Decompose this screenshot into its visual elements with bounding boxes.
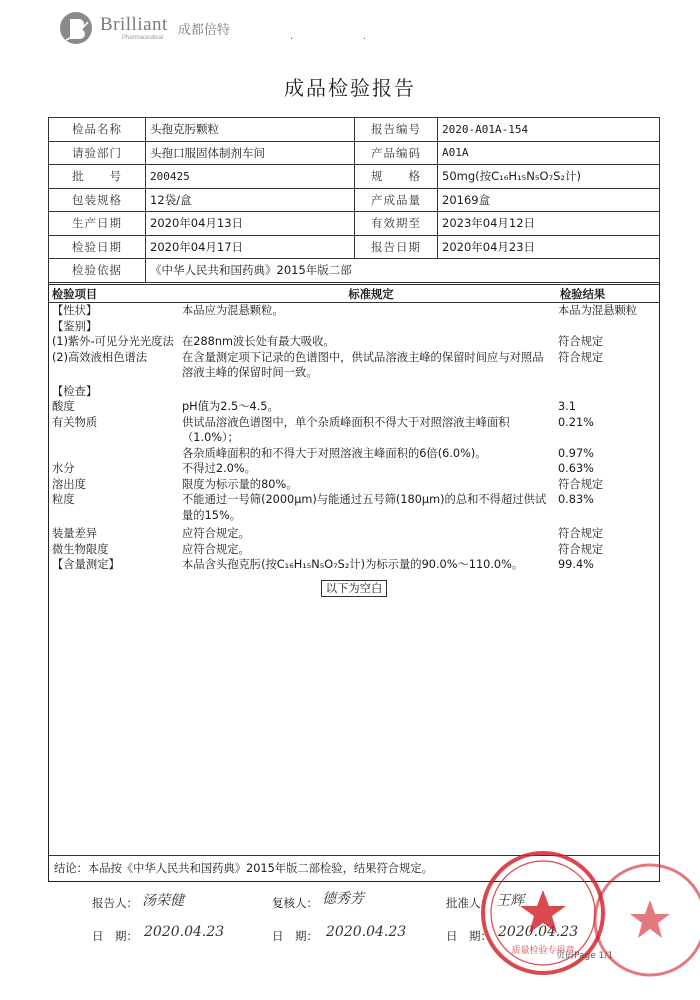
company-logo <box>58 8 230 48</box>
test-item: 粒度 <box>52 493 75 506</box>
test-standard: 在288nm波长处有最大吸收。 <box>182 335 335 348</box>
info-label: 产成品量 <box>355 188 438 212</box>
test-row <box>48 557 660 573</box>
test-row <box>48 461 660 477</box>
info-value: 头孢口服固体制剂车间 <box>146 141 355 165</box>
header-result: 检验结果 <box>560 287 606 301</box>
test-row <box>48 303 660 319</box>
logo-brand-text: Brilliant <box>100 14 168 35</box>
test-item: 【鉴别】 <box>52 319 98 333</box>
test-item: 微生物限度 <box>52 542 109 556</box>
test-item: 装量差异 <box>52 527 98 540</box>
test-row <box>48 334 660 350</box>
test-standard: 应符合规定。 <box>182 527 250 540</box>
test-row <box>48 477 660 493</box>
test-result: 符合规定 <box>558 477 604 491</box>
reviewer-label: 复核人： <box>272 896 318 910</box>
test-row <box>48 542 660 558</box>
approver-date: 2020.04.23 <box>498 924 579 940</box>
test-standard: 各杂质峰面积的和不得大于对照溶液主峰面积的6倍(6.0%)。 <box>182 446 487 460</box>
info-value: 50mg(按C₁₆H₁₅N₅O₇S₂计) <box>438 165 660 189</box>
approver-signature: 王辉 <box>496 893 524 909</box>
date-label: 日 期： <box>446 929 492 943</box>
test-item: 酸度 <box>52 400 75 413</box>
test-row <box>48 415 660 446</box>
tests-section <box>48 284 660 597</box>
info-value: A01A <box>438 141 660 165</box>
test-row <box>48 492 660 523</box>
page-number: 页码Page 1/1 <box>556 951 614 961</box>
conclusion: 结论：本品按《中华人民共和国药典》2015年版二部检验，结果符合规定。 <box>48 855 660 881</box>
info-row <box>49 235 660 259</box>
basis-label: 检验依据 <box>49 259 146 283</box>
test-result: 符合规定 <box>558 350 604 364</box>
test-result: 0.83% <box>558 493 594 506</box>
company-seal-icon <box>478 848 608 978</box>
info-label: 请验部门 <box>49 141 146 165</box>
info-row <box>49 212 660 236</box>
header-standard: 标准规定 <box>348 287 394 301</box>
info-row-basis <box>49 259 660 283</box>
reporter-date: 2020.04.23 <box>144 924 225 940</box>
info-value: 12袋/盒 <box>146 188 355 212</box>
test-row <box>48 526 660 542</box>
report-title: 成品检验报告 <box>284 76 416 100</box>
info-label: 批 号 <box>49 165 146 189</box>
secondary-seal-icon <box>590 860 700 980</box>
info-value: 200425 <box>146 165 355 189</box>
blank-note: 以下为空白 <box>321 580 388 597</box>
info-label: 规 格 <box>355 165 438 189</box>
test-standard: 不得过2.0%。 <box>182 462 256 475</box>
test-item: 有关物质 <box>52 415 98 429</box>
test-result: 符合规定 <box>558 527 604 540</box>
logo-sub-text: Pharmaceutical <box>122 35 164 41</box>
info-label: 生产日期 <box>49 212 146 236</box>
info-value: 20169盒 <box>438 188 660 212</box>
info-label: 检品名称 <box>49 118 146 142</box>
reporter-signature: 汤荣健 <box>142 893 184 909</box>
test-result: 0.21% <box>558 415 594 429</box>
test-standard: 在含量测定项下记录的色谱图中，供试品溶液主峰的保留时间应与对照品溶液主峰的保留时间一致。 <box>182 350 544 379</box>
mark-dots: · ᐧ <box>290 34 366 45</box>
test-item: (2)高效液相色谱法 <box>52 350 148 364</box>
info-table <box>48 117 660 283</box>
test-standard: 限度为标示量的80%。 <box>182 477 298 491</box>
info-label: 有效期至 <box>355 212 438 236</box>
test-item: 溶出度 <box>52 477 86 491</box>
test-standard: 本品应为混悬颗粒。 <box>182 304 284 317</box>
info-row <box>49 165 660 189</box>
info-value: 头孢克肟颗粒 <box>146 118 355 142</box>
reviewer-signature: 德秀芳 <box>322 891 364 907</box>
info-label: 检验日期 <box>49 235 146 259</box>
test-result: 3.1 <box>558 400 576 413</box>
test-row <box>48 384 660 400</box>
info-value: 2020-A01A-154 <box>438 118 660 142</box>
test-result: 99.4% <box>558 558 594 571</box>
reviewer-date: 2020.04.23 <box>326 924 407 940</box>
test-row <box>48 399 660 415</box>
test-item: (1)紫外-可见分光光度法 <box>52 335 174 348</box>
test-item <box>48 446 178 462</box>
test-row <box>48 350 660 381</box>
info-label: 包装规格 <box>49 188 146 212</box>
test-standard: 供试品溶液色谱图中，单个杂质峰面积不得大于对照溶液主峰面积（1.0%）； <box>182 415 510 444</box>
test-item: 【含量测定】 <box>52 558 120 571</box>
test-item: 水分 <box>52 462 75 475</box>
test-result: 0.63% <box>558 462 594 475</box>
info-row <box>49 141 660 165</box>
info-row <box>49 188 660 212</box>
info-value: 2023年04月12日 <box>438 212 660 236</box>
info-label: 报告日期 <box>355 235 438 259</box>
info-value: 2020年04月17日 <box>146 235 355 259</box>
test-standard: 应符合规定。 <box>182 542 250 556</box>
header-item: 检验项目 <box>52 287 98 301</box>
test-result: 符合规定 <box>558 335 604 348</box>
info-value: 2020年04月23日 <box>438 235 660 259</box>
logo-cn-text: 成都倍特 <box>177 22 230 38</box>
test-row <box>48 446 660 462</box>
reporter-label: 报告人： <box>92 896 138 910</box>
brilliant-logo-icon <box>58 10 94 46</box>
svg-text:质量检验专用章: 质量检验专用章 <box>511 946 575 956</box>
test-item: 【性状】 <box>52 304 98 317</box>
test-item: 【检查】 <box>52 384 98 398</box>
date-label: 日 期： <box>92 929 138 943</box>
blank-note-box <box>48 580 660 597</box>
date-label: 日 期： <box>272 929 318 943</box>
approver-label: 批准人： <box>446 896 492 910</box>
test-result: 0.97% <box>558 446 594 460</box>
info-value: 2020年04月13日 <box>146 212 355 236</box>
info-row <box>49 118 660 142</box>
tests-rows <box>48 303 660 576</box>
tests-header <box>48 284 660 303</box>
basis-value: 《中华人民共和国药典》2015年版二部 <box>146 259 660 283</box>
test-row <box>48 319 660 335</box>
test-standard: 本品含头孢克肟(按C₁₆H₁₅N₅O₇S₂计)为标示量的90.0%～110.0%。 <box>182 558 524 571</box>
row-gap <box>48 573 660 576</box>
test-result: 本品为混悬颗粒 <box>558 304 638 317</box>
test-standard: pH值为2.5～4.5。 <box>182 400 279 413</box>
test-result: 符合规定 <box>558 542 604 556</box>
test-standard: 不能通过一号筛(2000μm)与能通过五号筛(180μm)的总和不得超过供试量的15%。 <box>182 493 547 522</box>
info-label: 产品编码 <box>355 141 438 165</box>
info-label: 报告编号 <box>355 118 438 142</box>
